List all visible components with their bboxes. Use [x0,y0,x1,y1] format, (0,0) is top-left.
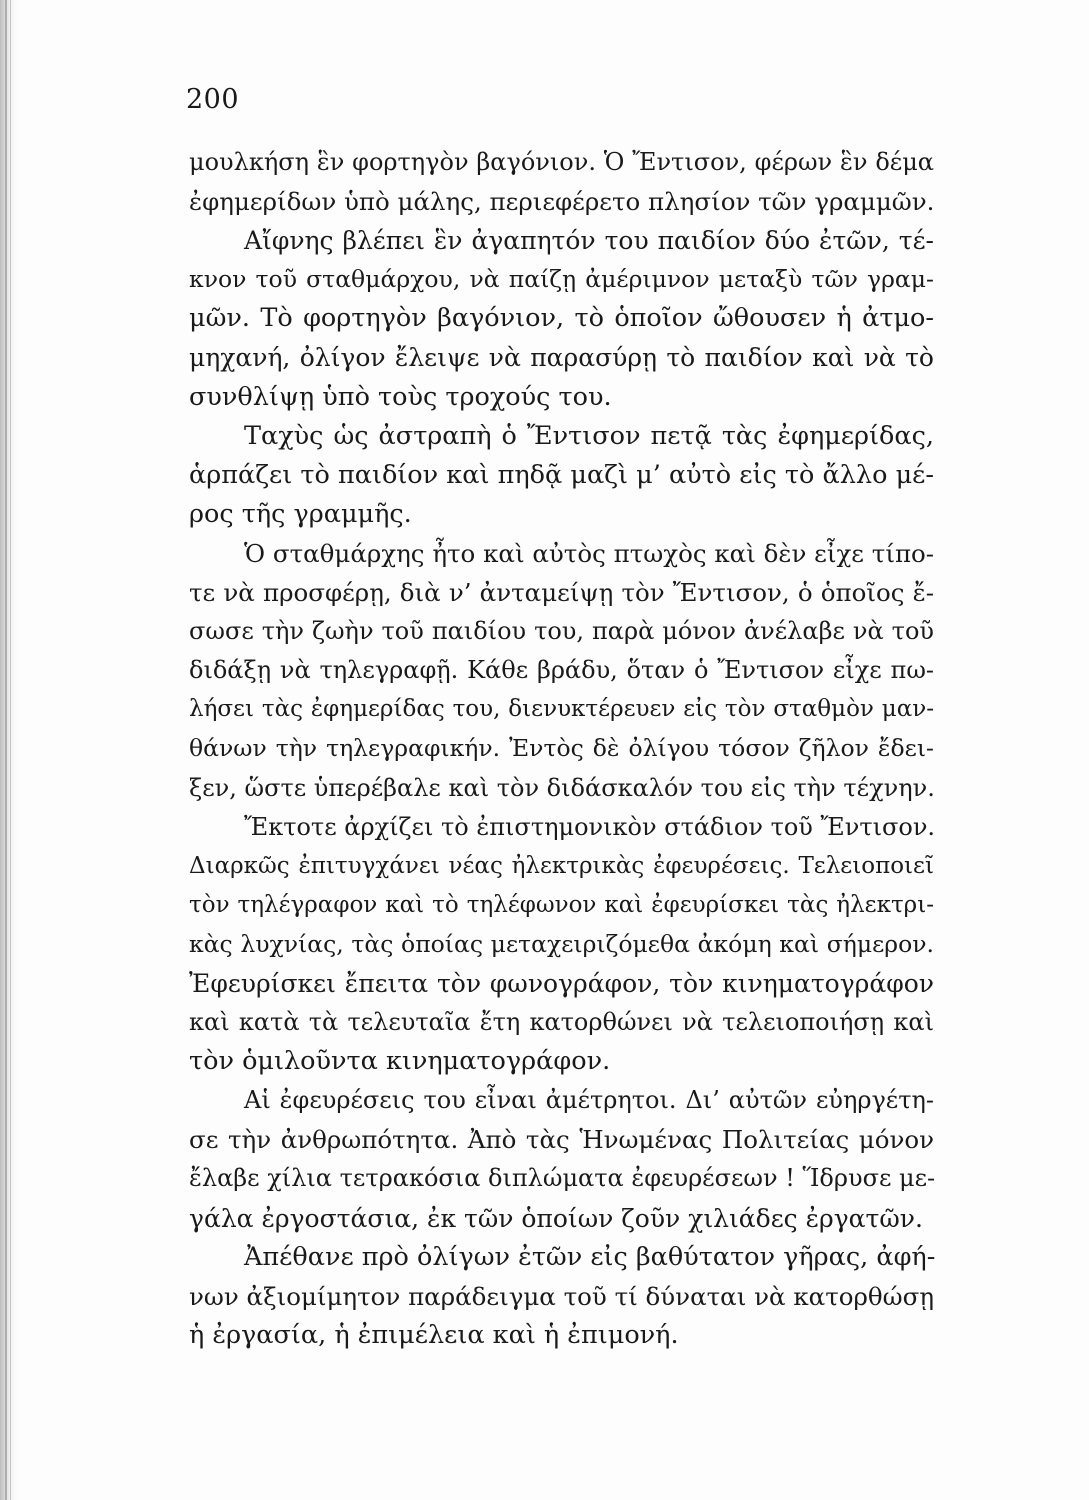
text-line: Ὁ σταθμάρχης ἦτο καὶ αὐτὸς πτωχὸς καὶ δὲν εἶχε τίπο- [244,538,935,568]
text-line: τὸν τηλέγραφον καὶ τὸ τηλέφωνον καὶ ἐφευρίσκει τὰς ἠλεκτρι- [189,891,934,918]
text-line: κνον τοῦ σταθμάρχου, νὰ παίζῃ ἀμέριμνον μεταξὺ τῶν γραμ- [189,265,934,294]
text-line: μουλκήση ἓν φορτηγὸν βαγόνιον. Ὁ Ἔντισον, φέρων ἓν δέμα [189,148,934,176]
text-line: ἁρπάζει τὸ παιδίον καὶ πηδᾷ μαζὶ μ’ αὐτὸ εἰς τὸ ἄλλο μέ- [189,459,934,490]
text-line: θάνων τὴν τηλεγραφικήν. Ἐντὸς δὲ ὀλίγου τόσον ζῆλον ἔδει- [189,734,934,763]
text-line: Ἔκτοτε ἀρχίζει τὸ ἐπιστημονικὸν στάδιον τοῦ Ἔντισον. [244,812,936,841]
text-line: ἡ ἐργασία, ἡ ἐπιμέλεια καὶ ἡ ἐπιμονή. [189,1319,679,1350]
text-line: Ἐφευρίσκει ἔπειτα τὸν φωνογράφον, τὸν κινηματογράφον [189,968,934,998]
text-line: συνθλίψῃ ὑπὸ τοὺς τροχούς του. [189,381,612,412]
text-line: ρος τῆς γραμμῆς. [189,498,412,529]
text-line: Αἱ ἐφευρέσεις του εἶναι ἀμέτρητοι. Δι’ αὐτῶν εὐηργέτη- [244,1086,934,1115]
text-line: τὸν ὁμιλοῦντα κινηματογράφον. [189,1046,611,1077]
text-line: λήσει τὰς ἐφημερίδας του, διενυκτέρευεν εἰς τὸν σταθμὸν μαν- [189,696,934,723]
text-line: διδάξῃ νὰ τηλεγραφῇ. Κάθε βράδυ, ὅταν ὁ Ἔντισον εἶχε πω- [189,656,934,685]
text-line: Ἀπέθανε πρὸ ὀλίγων ἐτῶν εἰς βαθύτατον γῆρας, ἀφή- [244,1241,936,1272]
text-line: σωσε τὴν ζωὴν τοῦ παιδίου του, παρὰ μόνον ἀνέλαβε νὰ τοῦ [189,617,934,646]
binding-edge [0,0,18,1500]
text-line: Αἴφνης βλέπει ἓν ἀγαπητόν του παιδίον δύο ἐτῶν, τέ- [244,226,934,256]
text-line: καὶ κατὰ τὰ τελευταῖα ἔτη κατορθώνει νὰ τελειοποιήσῃ καὶ [189,1008,934,1037]
text-line: ἔλαβε χίλια τετρακόσια διπλώματα ἐφευρέσεων ! Ἵδρυσε με- [189,1164,936,1193]
body-text [189,143,934,1355]
text-line: ἐφημερίδων ὑπὸ μάλης, περιεφέρετο πλησίον τῶν γραμμῶν. [189,187,935,217]
text-line: Διαρκῶς ἐπιτυγχάνει νέας ἠλεκτρικὰς ἐφευρέσεις. Τελειοποιεῖ [189,852,934,879]
text-line: Ταχὺς ὡς ἀστραπὴ ὁ Ἔντισον πετᾷ τὰς ἐφημερίδας, [244,420,934,451]
text-line: γάλα ἐργοστάσια, ἐκ τῶν ὁποίων ζοῦν χιλιάδες ἐργατῶν. [189,1203,923,1233]
binding-fold-line [5,0,7,1500]
page-number: 200 [186,84,240,115]
binding-fold-line-inner [10,0,11,1500]
text-line: κὰς λυχνίας, τὰς ὁποίας μεταχειριζόμεθα ἀκόμη καὶ σήμερον. [189,929,934,958]
text-line: μῶν. Τὸ φορτηγὸν βαγόνιον, τὸ ὁποῖον ὤθουσεν ἡ ἀτμο- [189,303,934,334]
text-line: νων ἀξιομίμητον παράδειγμα τοῦ τί δύναται νὰ κατορθώσῃ [189,1281,935,1311]
text-line: σε τὴν ἀνθρωπότητα. Ἀπὸ τὰς Ἡνωμένας Πολιτείας μόνον [189,1125,934,1155]
text-line: μηχανή, ὀλίγον ἔλειψε νὰ παρασύρῃ τὸ παιδίον καὶ νὰ τὸ [189,343,934,373]
text-line: τε νὰ προσφέρῃ, διὰ ν’ ἀνταμείψῃ τὸν Ἔντισον, ὁ ὁποῖος ἔ- [189,578,934,608]
text-line: ξεν, ὥστε ὑπερέβαλε καὶ τὸν διδάσκαλόν του εἰς τὴν τέχνην. [189,773,935,802]
